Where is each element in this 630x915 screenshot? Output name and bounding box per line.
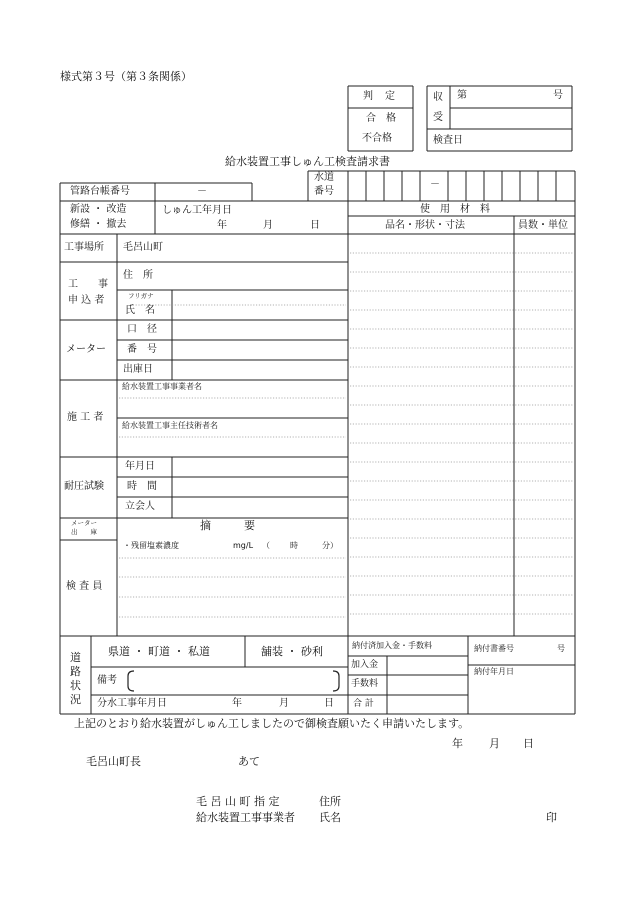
pressure-test-label: 耐圧試験 (64, 481, 104, 492)
water-number-label-2: 番号 (314, 186, 334, 197)
chlorine-hour: 時 (290, 541, 298, 550)
chlorine-unit: mg/L (233, 541, 254, 550)
receipt-label-2: 受 (433, 112, 443, 123)
form-number: 様式第３号（第３条関係） (60, 70, 192, 83)
materials-heading: 使 用 材 料 (420, 204, 490, 215)
road-label-4: 況 (70, 693, 81, 706)
road-type: 県道 ・ 町道 ・ 私道 (108, 645, 210, 658)
footer-statement: 上記のとおり給水装置がしゅん工しましたので御検査願いたく申請いたします。 (74, 717, 470, 730)
fees-paid-label: 納付済加入金・手数料 (352, 641, 432, 650)
chlorine-label: ・残留塩素濃度 (123, 541, 179, 550)
judgment-label: 判 定 (363, 91, 396, 102)
pressure-test-witness-label: 立会人 (125, 501, 155, 512)
contractor-engineer-label: 給水装置工事主任技術者名 (122, 421, 218, 430)
meter-caliber-label: 口 径 (127, 324, 157, 335)
footer-designated: 毛 呂 山 町 指 定 (196, 795, 280, 808)
meter-out-label-1: メーター (71, 519, 97, 527)
inspector-label: 検 査 員 (66, 581, 103, 592)
judgment-fail: 不合格 (362, 133, 392, 144)
judgment-pass: 合 格 (366, 113, 396, 124)
contractor-company-label: 給水装置工事事業者名 (122, 382, 202, 391)
applicant-name-label: 氏 名 (125, 305, 155, 316)
footer-seal: 印 (546, 811, 557, 824)
footer-address-label: 住所 (319, 795, 341, 808)
slip-number-label: 納付書番号 (474, 644, 514, 653)
work-type-line-1: 新設 ・ 改造 (70, 204, 127, 215)
road-remarks-label: 備考 (97, 675, 117, 686)
water-number-dash: － (430, 179, 440, 190)
footer-addressee-suffix: あて (238, 755, 260, 768)
fees-handling-fee-label: 手数料 (351, 679, 379, 689)
materials-col-qty: 員数・単位 (518, 220, 568, 231)
water-number-label-1: 水道 (314, 172, 334, 183)
meter-label: メーター (66, 344, 106, 355)
footer-addressee: 毛呂山町長 (86, 755, 141, 768)
work-type-line-2: 修繕 ・ 撤去 (70, 219, 127, 230)
completion-year: 年 (217, 220, 227, 231)
fees-total-label: 合 計 (353, 699, 374, 709)
payment-date-label: 納付年月日 (474, 667, 514, 676)
inspection-date-label: 検査日 (433, 135, 463, 146)
pipe-ledger-label: 管路台帳番号 (70, 186, 130, 197)
form-title: 給水装置工事しゅん工検査請求書 (225, 155, 390, 168)
applicant-label-2: 申 込 者 (68, 295, 105, 306)
pipe-ledger-value: － (197, 186, 207, 197)
branch-date-label: 分水工事年月日 (97, 698, 167, 709)
applicant-address-label: 住 所 (123, 270, 153, 281)
road-label-3: 状 (70, 679, 81, 692)
branch-year: 年 (232, 698, 242, 709)
footer-day: 日 (523, 737, 534, 750)
applicant-label-1: 工 事 (68, 279, 108, 290)
applicant-furigana-label: フリガナ (128, 292, 154, 300)
footer-name-label: 氏名 (319, 811, 341, 824)
completion-day: 日 (310, 220, 320, 231)
road-label-2: 路 (70, 665, 81, 678)
receipt-label-1: 収 (433, 92, 443, 103)
pressure-test-time-label: 時 間 (127, 481, 157, 492)
road-label-1: 道 (70, 651, 81, 664)
slip-number-suffix: 号 (557, 644, 565, 653)
fees-join-fee-label: 加入金 (351, 660, 379, 670)
completion-date-label: しゅん工年月日 (162, 205, 232, 216)
meter-number-label: 番 号 (127, 344, 157, 355)
footer-month: 月 (489, 737, 500, 750)
branch-day: 日 (324, 698, 334, 709)
footer-year: 年 (452, 737, 463, 750)
road-pavement: 舗装 ・ 砂利 (261, 645, 323, 658)
chlorine-minute: 分） (322, 541, 338, 550)
meter-out-label-2: 出 庫 (71, 528, 97, 536)
pressure-test-date-label: 年月日 (125, 461, 155, 472)
contractor-label: 施 工 者 (67, 412, 104, 423)
completion-month: 月 (263, 220, 273, 231)
footer-contractor: 給水装置工事事業者 (196, 811, 295, 824)
receipt-number-prefix: 第 (457, 90, 467, 101)
chlorine-paren: （ (262, 541, 270, 550)
site-value: 毛呂山町 (123, 242, 163, 253)
site-label: 工事場所 (64, 242, 104, 253)
materials-col-name: 品名・形状・寸法 (385, 220, 465, 231)
meter-shipping-date-label: 出庫日 (123, 364, 153, 375)
branch-month: 月 (279, 698, 289, 709)
summary-heading: 摘 要 (200, 519, 255, 532)
receipt-number-suffix: 号 (553, 90, 563, 101)
